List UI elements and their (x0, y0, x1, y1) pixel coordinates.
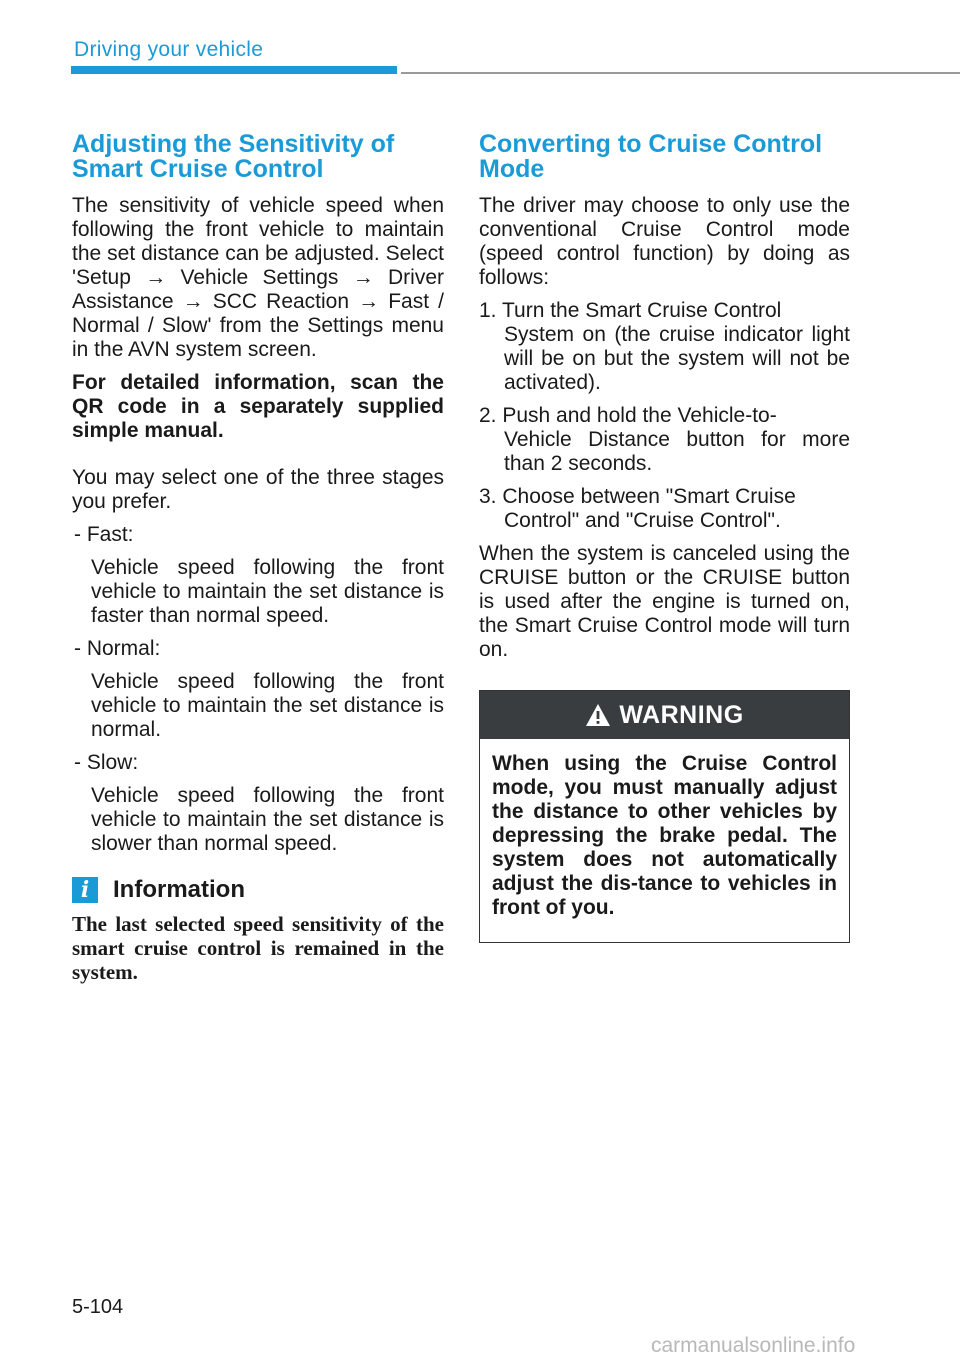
option-normal (72, 637, 444, 742)
paragraph-qr-note: For detailed information, scan the QR code in a separately supplied simple manual. (72, 371, 444, 442)
step-continuation: Vehicle Distance button for more than 2 seconds. (504, 428, 850, 475)
step-1 (479, 299, 850, 395)
warning-title: WARNING (619, 700, 744, 729)
step-continuation: Control" and "Cruise Control". (504, 509, 781, 532)
information-text: The last selected speed sensitivity of the smart cruise control is remained in the system. (72, 912, 444, 984)
info-icon: i (72, 877, 98, 903)
option-label: - Slow: (74, 751, 139, 774)
option-fast (72, 523, 444, 628)
information-header (72, 876, 444, 904)
watermark: carmanualsonline.info (651, 1334, 856, 1357)
step-first-line: 3. Choose between "Smart Cruise (479, 485, 796, 508)
header-rule (401, 72, 960, 74)
left-column (72, 132, 444, 984)
heading-cruise-mode: Converting to Cruise Control Mode (479, 130, 823, 183)
right-column (479, 132, 850, 943)
step-2 (479, 404, 850, 476)
option-label: - Fast: (74, 523, 134, 546)
paragraph-stages-intro: You may select one of the three stages you prefer. (72, 466, 444, 513)
step-first-line: 1. Turn the Smart Cruise Control (479, 299, 782, 322)
paragraph-sensitivity-intro: The sensitivity of vehicle speed when following the front vehicle to maintain the set distance can be adjusted. Select 'Setup → Vehicle Settings → Driver Assistance → SCC Reaction → Fast / Normal / Slow' from the Settings menu in the AVN system screen. (72, 194, 444, 361)
information-title: Information (113, 876, 245, 903)
option-slow (72, 751, 444, 856)
paragraph-cruise-intro: The driver may choose to only use the conventional Cruise Control mode (speed control function) by doing as follows: (479, 194, 850, 289)
page-number: 5-104 (72, 1296, 124, 1318)
heading-sensitivity: Adjusting the Sensitivity of Smart Cruise Control (72, 130, 395, 183)
header-accent-bar (71, 66, 397, 74)
option-description: Vehicle speed following the front vehicle to maintain the set distance is faster than normal speed. (91, 556, 444, 627)
step-continuation: System on (the cruise indicator light will be on but the system will not be activated). (504, 323, 850, 394)
warning-triangle-icon (585, 703, 611, 727)
option-label: - Normal: (74, 637, 161, 660)
warning-box (479, 690, 850, 943)
option-description: Vehicle speed following the front vehicle to maintain the set distance is slower than normal speed. (91, 784, 444, 855)
option-description: Vehicle speed following the front vehicle to maintain the set distance is normal. (91, 670, 444, 741)
warning-text: When using the Cruise Control mode, you must manually adjust the distance to other vehicles by depressing the brake pedal. The system does not automatically adjust the dis-tance to vehicles in front of you. (492, 752, 837, 919)
section-title: Driving your vehicle (74, 38, 264, 61)
paragraph-cancel-behavior: When the system is canceled using the CRUISE button or the CRUISE button is used after the engine is turned on, the Smart Cruise Control mode will turn on. (479, 542, 850, 661)
step-first-line: 2. Push and hold the Vehicle-to- (479, 404, 777, 427)
warning-header (480, 691, 849, 739)
step-3 (479, 485, 850, 533)
